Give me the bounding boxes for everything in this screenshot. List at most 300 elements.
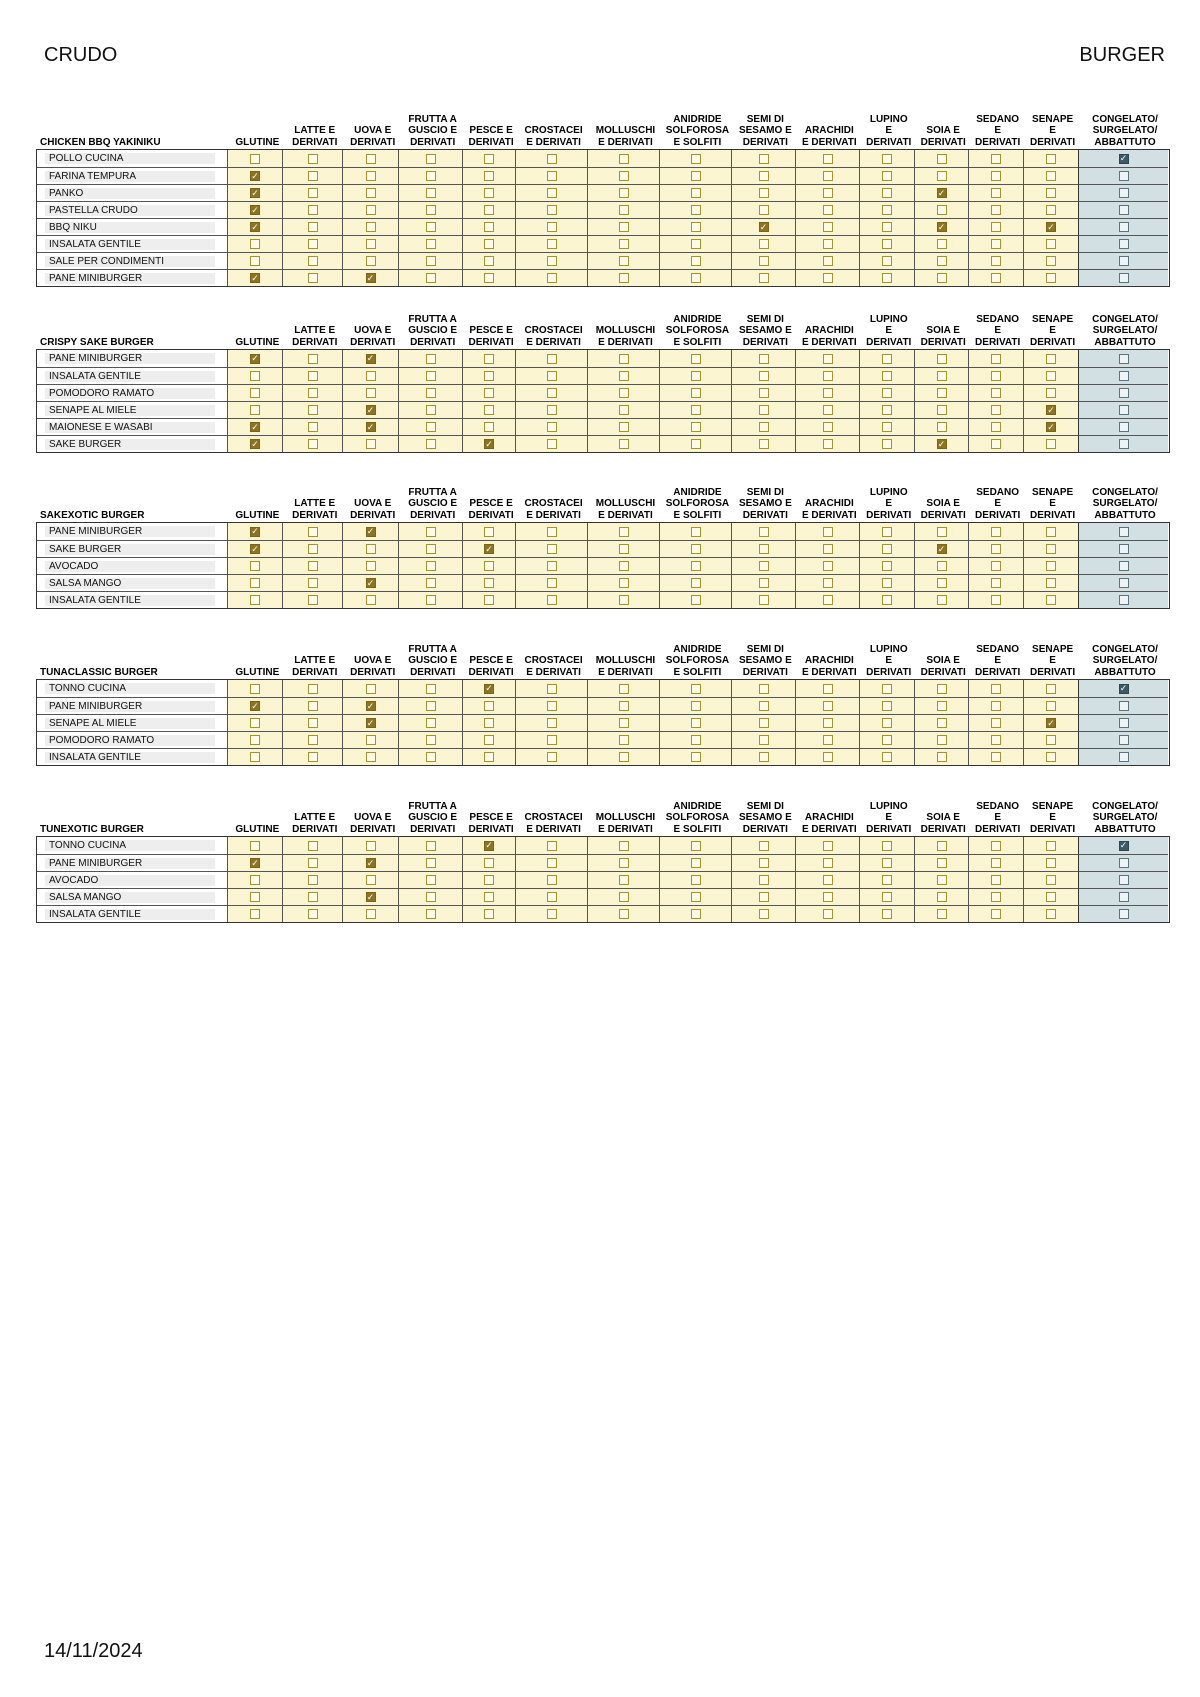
unchecked-checkbox[interactable] — [823, 684, 833, 694]
unchecked-checkbox[interactable] — [426, 718, 436, 728]
unchecked-checkbox[interactable] — [484, 388, 494, 398]
unchecked-checkbox[interactable] — [823, 188, 833, 198]
unchecked-checkbox[interactable] — [991, 752, 1001, 762]
unchecked-checkbox[interactable] — [1119, 595, 1129, 605]
checked-checkbox[interactable] — [1046, 222, 1056, 232]
unchecked-checkbox[interactable] — [619, 841, 629, 851]
unchecked-checkbox[interactable] — [426, 875, 436, 885]
checked-checkbox[interactable] — [937, 188, 947, 198]
unchecked-checkbox[interactable] — [366, 595, 376, 605]
unchecked-checkbox[interactable] — [759, 354, 769, 364]
unchecked-checkbox[interactable] — [619, 222, 629, 232]
unchecked-checkbox[interactable] — [1046, 735, 1056, 745]
unchecked-checkbox[interactable] — [426, 735, 436, 745]
unchecked-checkbox[interactable] — [823, 701, 833, 711]
checked-checkbox[interactable] — [1046, 422, 1056, 432]
unchecked-checkbox[interactable] — [484, 256, 494, 266]
unchecked-checkbox[interactable] — [547, 595, 557, 605]
unchecked-checkbox[interactable] — [937, 735, 947, 745]
unchecked-checkbox[interactable] — [691, 858, 701, 868]
unchecked-checkbox[interactable] — [484, 578, 494, 588]
unchecked-checkbox[interactable] — [691, 701, 701, 711]
unchecked-checkbox[interactable] — [619, 684, 629, 694]
unchecked-checkbox[interactable] — [759, 239, 769, 249]
unchecked-checkbox[interactable] — [882, 222, 892, 232]
unchecked-checkbox[interactable] — [308, 752, 318, 762]
unchecked-checkbox[interactable] — [250, 256, 260, 266]
unchecked-checkbox[interactable] — [366, 752, 376, 762]
unchecked-checkbox[interactable] — [991, 239, 1001, 249]
unchecked-checkbox[interactable] — [823, 171, 833, 181]
unchecked-checkbox[interactable] — [547, 752, 557, 762]
unchecked-checkbox[interactable] — [619, 561, 629, 571]
checked-checkbox[interactable] — [366, 892, 376, 902]
unchecked-checkbox[interactable] — [882, 354, 892, 364]
unchecked-checkbox[interactable] — [882, 422, 892, 432]
checked-checkbox[interactable] — [1046, 718, 1056, 728]
unchecked-checkbox[interactable] — [823, 875, 833, 885]
unchecked-checkbox[interactable] — [426, 544, 436, 554]
checked-checkbox[interactable] — [484, 544, 494, 554]
unchecked-checkbox[interactable] — [366, 841, 376, 851]
unchecked-checkbox[interactable] — [426, 188, 436, 198]
unchecked-checkbox[interactable] — [823, 405, 833, 415]
unchecked-checkbox[interactable] — [691, 256, 701, 266]
checked-checkbox[interactable] — [937, 222, 947, 232]
unchecked-checkbox[interactable] — [547, 684, 557, 694]
unchecked-checkbox[interactable] — [547, 909, 557, 919]
unchecked-checkbox[interactable] — [991, 527, 1001, 537]
unchecked-checkbox[interactable] — [366, 171, 376, 181]
unchecked-checkbox[interactable] — [547, 858, 557, 868]
unchecked-checkbox[interactable] — [823, 154, 833, 164]
unchecked-checkbox[interactable] — [1119, 892, 1129, 902]
unchecked-checkbox[interactable] — [366, 544, 376, 554]
unchecked-checkbox[interactable] — [1046, 858, 1056, 868]
checked-checkbox[interactable] — [250, 858, 260, 868]
unchecked-checkbox[interactable] — [937, 684, 947, 694]
unchecked-checkbox[interactable] — [991, 841, 1001, 851]
unchecked-checkbox[interactable] — [691, 909, 701, 919]
unchecked-checkbox[interactable] — [426, 561, 436, 571]
unchecked-checkbox[interactable] — [484, 718, 494, 728]
unchecked-checkbox[interactable] — [308, 354, 318, 364]
checked-checkbox[interactable] — [484, 439, 494, 449]
unchecked-checkbox[interactable] — [991, 422, 1001, 432]
unchecked-checkbox[interactable] — [250, 735, 260, 745]
unchecked-checkbox[interactable] — [823, 205, 833, 215]
unchecked-checkbox[interactable] — [484, 561, 494, 571]
unchecked-checkbox[interactable] — [759, 527, 769, 537]
checked-checkbox[interactable] — [366, 527, 376, 537]
unchecked-checkbox[interactable] — [691, 273, 701, 283]
unchecked-checkbox[interactable] — [823, 858, 833, 868]
unchecked-checkbox[interactable] — [759, 154, 769, 164]
checked-checkbox[interactable] — [250, 354, 260, 364]
unchecked-checkbox[interactable] — [691, 354, 701, 364]
unchecked-checkbox[interactable] — [882, 239, 892, 249]
unchecked-checkbox[interactable] — [426, 595, 436, 605]
unchecked-checkbox[interactable] — [1119, 205, 1129, 215]
unchecked-checkbox[interactable] — [937, 909, 947, 919]
unchecked-checkbox[interactable] — [547, 701, 557, 711]
unchecked-checkbox[interactable] — [1046, 841, 1056, 851]
unchecked-checkbox[interactable] — [619, 544, 629, 554]
unchecked-checkbox[interactable] — [937, 256, 947, 266]
unchecked-checkbox[interactable] — [426, 239, 436, 249]
unchecked-checkbox[interactable] — [991, 858, 1001, 868]
unchecked-checkbox[interactable] — [250, 909, 260, 919]
unchecked-checkbox[interactable] — [426, 684, 436, 694]
unchecked-checkbox[interactable] — [882, 273, 892, 283]
unchecked-checkbox[interactable] — [691, 718, 701, 728]
unchecked-checkbox[interactable] — [366, 875, 376, 885]
unchecked-checkbox[interactable] — [882, 205, 892, 215]
unchecked-checkbox[interactable] — [619, 875, 629, 885]
unchecked-checkbox[interactable] — [691, 222, 701, 232]
unchecked-checkbox[interactable] — [991, 909, 1001, 919]
unchecked-checkbox[interactable] — [1046, 909, 1056, 919]
unchecked-checkbox[interactable] — [691, 892, 701, 902]
unchecked-checkbox[interactable] — [759, 388, 769, 398]
unchecked-checkbox[interactable] — [366, 154, 376, 164]
unchecked-checkbox[interactable] — [759, 273, 769, 283]
unchecked-checkbox[interactable] — [250, 752, 260, 762]
checked-checkbox[interactable] — [366, 354, 376, 364]
unchecked-checkbox[interactable] — [250, 371, 260, 381]
unchecked-checkbox[interactable] — [937, 171, 947, 181]
unchecked-checkbox[interactable] — [547, 892, 557, 902]
unchecked-checkbox[interactable] — [991, 561, 1001, 571]
unchecked-checkbox[interactable] — [1119, 256, 1129, 266]
unchecked-checkbox[interactable] — [308, 561, 318, 571]
unchecked-checkbox[interactable] — [991, 171, 1001, 181]
unchecked-checkbox[interactable] — [759, 578, 769, 588]
unchecked-checkbox[interactable] — [619, 371, 629, 381]
unchecked-checkbox[interactable] — [937, 371, 947, 381]
unchecked-checkbox[interactable] — [823, 422, 833, 432]
unchecked-checkbox[interactable] — [547, 578, 557, 588]
unchecked-checkbox[interactable] — [882, 544, 892, 554]
unchecked-checkbox[interactable] — [426, 422, 436, 432]
unchecked-checkbox[interactable] — [426, 273, 436, 283]
unchecked-checkbox[interactable] — [484, 735, 494, 745]
unchecked-checkbox[interactable] — [619, 909, 629, 919]
unchecked-checkbox[interactable] — [426, 205, 436, 215]
unchecked-checkbox[interactable] — [937, 841, 947, 851]
checked-checkbox[interactable] — [1119, 684, 1129, 694]
unchecked-checkbox[interactable] — [823, 578, 833, 588]
unchecked-checkbox[interactable] — [484, 273, 494, 283]
unchecked-checkbox[interactable] — [484, 154, 494, 164]
unchecked-checkbox[interactable] — [426, 405, 436, 415]
unchecked-checkbox[interactable] — [426, 858, 436, 868]
unchecked-checkbox[interactable] — [308, 684, 318, 694]
unchecked-checkbox[interactable] — [547, 239, 557, 249]
unchecked-checkbox[interactable] — [484, 909, 494, 919]
checked-checkbox[interactable] — [250, 439, 260, 449]
unchecked-checkbox[interactable] — [308, 371, 318, 381]
checked-checkbox[interactable] — [484, 841, 494, 851]
unchecked-checkbox[interactable] — [619, 892, 629, 902]
checked-checkbox[interactable] — [250, 422, 260, 432]
unchecked-checkbox[interactable] — [308, 405, 318, 415]
unchecked-checkbox[interactable] — [426, 752, 436, 762]
unchecked-checkbox[interactable] — [1119, 354, 1129, 364]
unchecked-checkbox[interactable] — [547, 875, 557, 885]
unchecked-checkbox[interactable] — [759, 718, 769, 728]
checked-checkbox[interactable] — [1119, 154, 1129, 164]
unchecked-checkbox[interactable] — [426, 388, 436, 398]
unchecked-checkbox[interactable] — [991, 595, 1001, 605]
unchecked-checkbox[interactable] — [882, 909, 892, 919]
unchecked-checkbox[interactable] — [547, 422, 557, 432]
unchecked-checkbox[interactable] — [823, 735, 833, 745]
checked-checkbox[interactable] — [250, 273, 260, 283]
unchecked-checkbox[interactable] — [619, 205, 629, 215]
unchecked-checkbox[interactable] — [1119, 527, 1129, 537]
unchecked-checkbox[interactable] — [619, 595, 629, 605]
unchecked-checkbox[interactable] — [882, 527, 892, 537]
unchecked-checkbox[interactable] — [937, 718, 947, 728]
unchecked-checkbox[interactable] — [823, 544, 833, 554]
unchecked-checkbox[interactable] — [308, 858, 318, 868]
unchecked-checkbox[interactable] — [823, 561, 833, 571]
unchecked-checkbox[interactable] — [426, 909, 436, 919]
unchecked-checkbox[interactable] — [937, 354, 947, 364]
unchecked-checkbox[interactable] — [759, 875, 769, 885]
unchecked-checkbox[interactable] — [619, 188, 629, 198]
unchecked-checkbox[interactable] — [759, 684, 769, 694]
unchecked-checkbox[interactable] — [937, 273, 947, 283]
unchecked-checkbox[interactable] — [547, 561, 557, 571]
unchecked-checkbox[interactable] — [691, 422, 701, 432]
unchecked-checkbox[interactable] — [759, 752, 769, 762]
unchecked-checkbox[interactable] — [991, 735, 1001, 745]
unchecked-checkbox[interactable] — [882, 256, 892, 266]
unchecked-checkbox[interactable] — [937, 388, 947, 398]
unchecked-checkbox[interactable] — [366, 222, 376, 232]
unchecked-checkbox[interactable] — [619, 735, 629, 745]
unchecked-checkbox[interactable] — [1046, 388, 1056, 398]
unchecked-checkbox[interactable] — [691, 527, 701, 537]
unchecked-checkbox[interactable] — [547, 256, 557, 266]
checked-checkbox[interactable] — [250, 701, 260, 711]
unchecked-checkbox[interactable] — [882, 171, 892, 181]
unchecked-checkbox[interactable] — [1119, 405, 1129, 415]
checked-checkbox[interactable] — [250, 188, 260, 198]
unchecked-checkbox[interactable] — [250, 892, 260, 902]
unchecked-checkbox[interactable] — [426, 222, 436, 232]
unchecked-checkbox[interactable] — [308, 273, 318, 283]
unchecked-checkbox[interactable] — [426, 256, 436, 266]
unchecked-checkbox[interactable] — [426, 371, 436, 381]
unchecked-checkbox[interactable] — [426, 527, 436, 537]
unchecked-checkbox[interactable] — [991, 371, 1001, 381]
unchecked-checkbox[interactable] — [484, 205, 494, 215]
unchecked-checkbox[interactable] — [759, 595, 769, 605]
unchecked-checkbox[interactable] — [547, 544, 557, 554]
checked-checkbox[interactable] — [250, 544, 260, 554]
unchecked-checkbox[interactable] — [691, 371, 701, 381]
unchecked-checkbox[interactable] — [484, 222, 494, 232]
unchecked-checkbox[interactable] — [691, 544, 701, 554]
unchecked-checkbox[interactable] — [426, 578, 436, 588]
unchecked-checkbox[interactable] — [759, 701, 769, 711]
unchecked-checkbox[interactable] — [937, 892, 947, 902]
unchecked-checkbox[interactable] — [308, 222, 318, 232]
unchecked-checkbox[interactable] — [691, 561, 701, 571]
unchecked-checkbox[interactable] — [547, 735, 557, 745]
checked-checkbox[interactable] — [250, 222, 260, 232]
unchecked-checkbox[interactable] — [823, 527, 833, 537]
unchecked-checkbox[interactable] — [426, 154, 436, 164]
unchecked-checkbox[interactable] — [882, 684, 892, 694]
checked-checkbox[interactable] — [937, 544, 947, 554]
unchecked-checkbox[interactable] — [691, 388, 701, 398]
unchecked-checkbox[interactable] — [823, 718, 833, 728]
unchecked-checkbox[interactable] — [691, 439, 701, 449]
checked-checkbox[interactable] — [366, 718, 376, 728]
unchecked-checkbox[interactable] — [250, 561, 260, 571]
checked-checkbox[interactable] — [366, 578, 376, 588]
unchecked-checkbox[interactable] — [991, 578, 1001, 588]
unchecked-checkbox[interactable] — [882, 701, 892, 711]
unchecked-checkbox[interactable] — [882, 858, 892, 868]
unchecked-checkbox[interactable] — [759, 205, 769, 215]
unchecked-checkbox[interactable] — [547, 222, 557, 232]
unchecked-checkbox[interactable] — [823, 388, 833, 398]
unchecked-checkbox[interactable] — [484, 875, 494, 885]
unchecked-checkbox[interactable] — [1046, 595, 1056, 605]
unchecked-checkbox[interactable] — [426, 701, 436, 711]
unchecked-checkbox[interactable] — [619, 578, 629, 588]
unchecked-checkbox[interactable] — [991, 222, 1001, 232]
unchecked-checkbox[interactable] — [366, 561, 376, 571]
unchecked-checkbox[interactable] — [1046, 439, 1056, 449]
unchecked-checkbox[interactable] — [991, 684, 1001, 694]
unchecked-checkbox[interactable] — [759, 371, 769, 381]
unchecked-checkbox[interactable] — [823, 273, 833, 283]
unchecked-checkbox[interactable] — [366, 256, 376, 266]
unchecked-checkbox[interactable] — [1046, 701, 1056, 711]
unchecked-checkbox[interactable] — [937, 752, 947, 762]
unchecked-checkbox[interactable] — [759, 188, 769, 198]
unchecked-checkbox[interactable] — [366, 239, 376, 249]
unchecked-checkbox[interactable] — [366, 388, 376, 398]
unchecked-checkbox[interactable] — [882, 188, 892, 198]
unchecked-checkbox[interactable] — [426, 892, 436, 902]
unchecked-checkbox[interactable] — [691, 595, 701, 605]
unchecked-checkbox[interactable] — [366, 684, 376, 694]
unchecked-checkbox[interactable] — [991, 718, 1001, 728]
unchecked-checkbox[interactable] — [619, 239, 629, 249]
unchecked-checkbox[interactable] — [250, 875, 260, 885]
unchecked-checkbox[interactable] — [823, 892, 833, 902]
checked-checkbox[interactable] — [366, 701, 376, 711]
unchecked-checkbox[interactable] — [484, 239, 494, 249]
unchecked-checkbox[interactable] — [619, 439, 629, 449]
unchecked-checkbox[interactable] — [691, 205, 701, 215]
unchecked-checkbox[interactable] — [991, 405, 1001, 415]
unchecked-checkbox[interactable] — [619, 858, 629, 868]
unchecked-checkbox[interactable] — [937, 858, 947, 868]
unchecked-checkbox[interactable] — [1046, 371, 1056, 381]
unchecked-checkbox[interactable] — [1119, 544, 1129, 554]
checked-checkbox[interactable] — [250, 527, 260, 537]
unchecked-checkbox[interactable] — [308, 188, 318, 198]
unchecked-checkbox[interactable] — [426, 439, 436, 449]
unchecked-checkbox[interactable] — [308, 892, 318, 902]
unchecked-checkbox[interactable] — [308, 239, 318, 249]
unchecked-checkbox[interactable] — [882, 718, 892, 728]
unchecked-checkbox[interactable] — [823, 439, 833, 449]
unchecked-checkbox[interactable] — [547, 718, 557, 728]
unchecked-checkbox[interactable] — [250, 388, 260, 398]
unchecked-checkbox[interactable] — [1119, 371, 1129, 381]
unchecked-checkbox[interactable] — [308, 875, 318, 885]
unchecked-checkbox[interactable] — [1119, 188, 1129, 198]
unchecked-checkbox[interactable] — [250, 595, 260, 605]
unchecked-checkbox[interactable] — [823, 595, 833, 605]
unchecked-checkbox[interactable] — [882, 561, 892, 571]
unchecked-checkbox[interactable] — [250, 239, 260, 249]
unchecked-checkbox[interactable] — [759, 892, 769, 902]
unchecked-checkbox[interactable] — [366, 188, 376, 198]
unchecked-checkbox[interactable] — [759, 439, 769, 449]
unchecked-checkbox[interactable] — [619, 154, 629, 164]
unchecked-checkbox[interactable] — [691, 875, 701, 885]
unchecked-checkbox[interactable] — [619, 701, 629, 711]
unchecked-checkbox[interactable] — [1119, 578, 1129, 588]
unchecked-checkbox[interactable] — [308, 735, 318, 745]
unchecked-checkbox[interactable] — [937, 239, 947, 249]
unchecked-checkbox[interactable] — [691, 405, 701, 415]
unchecked-checkbox[interactable] — [484, 405, 494, 415]
unchecked-checkbox[interactable] — [937, 154, 947, 164]
unchecked-checkbox[interactable] — [547, 273, 557, 283]
unchecked-checkbox[interactable] — [484, 701, 494, 711]
unchecked-checkbox[interactable] — [991, 205, 1001, 215]
unchecked-checkbox[interactable] — [1119, 239, 1129, 249]
unchecked-checkbox[interactable] — [882, 841, 892, 851]
unchecked-checkbox[interactable] — [991, 354, 1001, 364]
unchecked-checkbox[interactable] — [691, 239, 701, 249]
unchecked-checkbox[interactable] — [547, 439, 557, 449]
unchecked-checkbox[interactable] — [547, 405, 557, 415]
checked-checkbox[interactable] — [1046, 405, 1056, 415]
checked-checkbox[interactable] — [759, 222, 769, 232]
unchecked-checkbox[interactable] — [484, 527, 494, 537]
unchecked-checkbox[interactable] — [426, 354, 436, 364]
unchecked-checkbox[interactable] — [1046, 527, 1056, 537]
unchecked-checkbox[interactable] — [1046, 752, 1056, 762]
unchecked-checkbox[interactable] — [991, 273, 1001, 283]
unchecked-checkbox[interactable] — [991, 892, 1001, 902]
unchecked-checkbox[interactable] — [759, 171, 769, 181]
unchecked-checkbox[interactable] — [991, 544, 1001, 554]
unchecked-checkbox[interactable] — [882, 371, 892, 381]
unchecked-checkbox[interactable] — [308, 422, 318, 432]
unchecked-checkbox[interactable] — [484, 188, 494, 198]
unchecked-checkbox[interactable] — [1046, 561, 1056, 571]
unchecked-checkbox[interactable] — [619, 256, 629, 266]
unchecked-checkbox[interactable] — [882, 752, 892, 762]
unchecked-checkbox[interactable] — [691, 735, 701, 745]
unchecked-checkbox[interactable] — [547, 205, 557, 215]
checked-checkbox[interactable] — [484, 684, 494, 694]
unchecked-checkbox[interactable] — [619, 171, 629, 181]
